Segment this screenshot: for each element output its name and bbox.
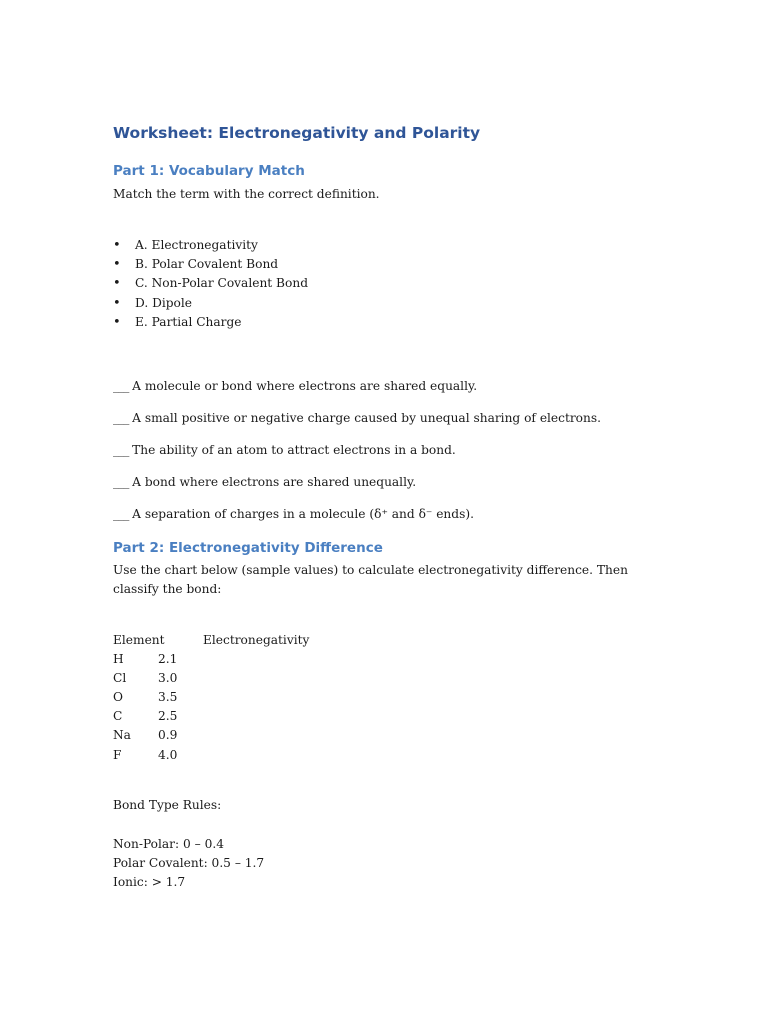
bond-rule-nonpolar: Non-Polar: 0 – 0.4 (113, 837, 224, 851)
vocabulary-term-list (113, 236, 308, 332)
bond-rule-ionic: Ionic: > 1.7 (113, 875, 186, 889)
definition-item (113, 377, 477, 396)
term-label: A. Electronegativity (135, 238, 258, 252)
value-cell: 3.5 (158, 690, 178, 705)
page-title: Worksheet: Electronegativity and Polarity (113, 124, 481, 142)
element-cell: C (113, 709, 123, 724)
list-item (113, 255, 308, 274)
element-cell: Cl (113, 671, 127, 686)
definition-text: A small positive or negative charge caused by unequal sharing of electrons. (132, 411, 602, 425)
element-cell: F (113, 747, 122, 762)
value-cell: 0.9 (158, 728, 178, 743)
definition-item (113, 505, 474, 524)
definition-text: The ability of an atom to attract electrons in a bond. (132, 443, 456, 457)
definition-text: A bond where electrons are shared unequally. (132, 475, 417, 489)
part2-instruction: Use the chart below (sample values) to calculate electronegativity difference. Then classify the bond: (113, 563, 628, 596)
term-label: E. Partial Charge (135, 314, 242, 329)
definition-item (113, 409, 601, 428)
column-header-electronegativity: Electronegativity (203, 633, 310, 647)
bond-rules-heading: Bond Type Rules: (113, 798, 222, 812)
answer-blank: ___ (113, 475, 129, 489)
part1-heading: Part 1: Vocabulary Match (113, 163, 305, 179)
element-cell: Na (113, 728, 131, 743)
term-label: D. Dipole (135, 295, 193, 310)
value-cell: 4.0 (158, 747, 178, 762)
bond-rule-polar: Polar Covalent: 0.5 – 1.7 (113, 856, 265, 870)
term-label: C. Non-Polar Covalent Bond (135, 276, 309, 291)
list-item (113, 294, 308, 313)
answer-blank: ___ (113, 379, 129, 393)
element-cell: O (113, 690, 123, 705)
term-label: B. Polar Covalent Bond (135, 257, 279, 272)
value-cell: 3.0 (158, 671, 178, 686)
bullet-icon: • (113, 238, 121, 253)
list-item (113, 236, 308, 255)
definition-item (113, 473, 416, 492)
definition-item (113, 441, 456, 460)
column-header-element: Element (113, 633, 165, 647)
answer-blank: ___ (113, 411, 129, 425)
value-cell: 2.1 (158, 652, 178, 667)
bullet-icon: • (113, 276, 121, 292)
list-item (113, 274, 308, 293)
element-cell: H (113, 652, 124, 667)
part1-instruction: Match the term with the correct definition. (113, 187, 380, 201)
definition-text: A molecule or bond where electrons are shared equally. (132, 379, 478, 393)
bullet-icon: • (113, 314, 121, 330)
list-item (113, 313, 308, 332)
part2-heading: Part 2: Electronegativity Difference (113, 540, 383, 556)
answer-blank: ___ (113, 443, 129, 457)
bullet-icon: • (113, 257, 121, 273)
bullet-icon: • (113, 295, 121, 311)
definition-text: A separation of charges in a molecule (δ⁺ and δ⁻ ends). (132, 507, 474, 521)
answer-blank: ___ (113, 507, 129, 521)
value-cell: 2.5 (158, 709, 178, 724)
